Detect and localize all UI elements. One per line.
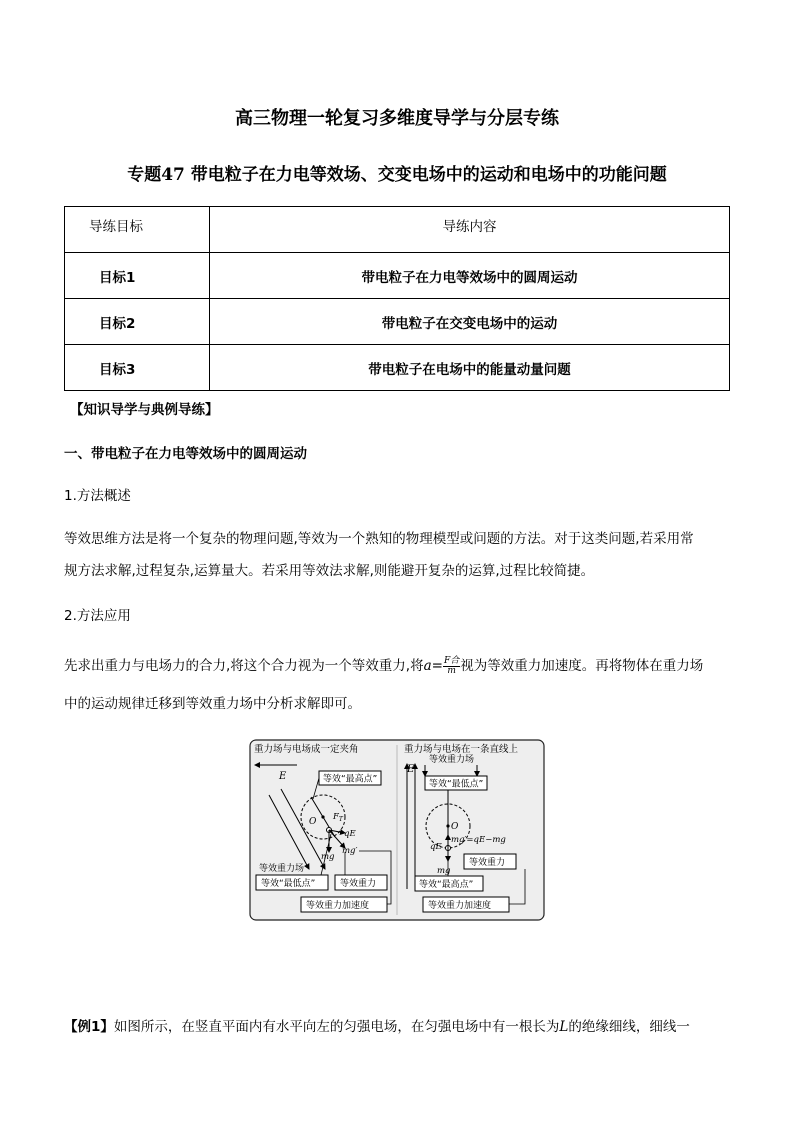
right-eq-field-label: 等效重力场 — [429, 755, 475, 765]
table-cell-target: 目标2 — [65, 299, 210, 345]
table-header-target: 导练目标 — [65, 207, 210, 253]
table-cell-content: 带电粒子在力电等效场中的圆周运动 — [210, 253, 730, 299]
right-mg-label: mg — [437, 866, 451, 876]
document-title: 高三物理一轮复习多维度导学与分层专练 — [235, 108, 559, 129]
left-eq-field-label: 等效重力场 — [259, 864, 305, 874]
right-o-label: O — [451, 822, 459, 832]
example-text: 如图所示，在竖直平面内有水平向左的匀强电场，在匀强电场中有一根长为 — [113, 1019, 560, 1035]
formula-denominator: m — [447, 665, 456, 676]
right-highest-label: 等效“最高点” — [419, 880, 474, 890]
paragraph-line: 等效思维方法是将一个复杂的物理问题,等效为一个熟知的物理模型或问题的方法。对于这类问题,若采用常 — [64, 531, 694, 547]
example-text-end: 的绝缘细线，细线一 — [568, 1019, 690, 1035]
document-subtitle: 专题47 带电粒子在力电等效场、交变电场中的运动和电场中的功能问题 — [127, 165, 667, 185]
left-mg-label: mg — [321, 852, 335, 862]
section-header: 【知识导学与典例导练】 — [70, 402, 219, 418]
section-title: 一、带电粒子在力电等效场中的圆周运动 — [64, 446, 307, 462]
example-label: 【例1】 — [64, 1019, 114, 1035]
right-lowest-label: 等效“最低点” — [429, 779, 484, 790]
left-lowest-label: 等效“最低点” — [261, 879, 316, 889]
subsection-method-overview: 1.方法概述 — [64, 488, 131, 504]
formula-lhs: a= — [423, 658, 443, 674]
subsection-method-application: 2.方法应用 — [64, 608, 131, 624]
left-panel-title: 重力场与电场成一定夹角 — [254, 744, 359, 755]
paragraph-line: 中的运动规律迁移到等效重力场中分析求解即可。 — [64, 696, 361, 712]
table-header-content: 导练内容 — [210, 207, 730, 253]
left-o-label: O — [309, 817, 317, 827]
right-mg-prime-label: mg′=qE−mg — [451, 835, 506, 845]
right-gravity-label: 等效重力 — [469, 858, 506, 868]
table-row — [65, 253, 730, 299]
table-cell-content: 带电粒子在交变电场中的运动 — [210, 299, 730, 345]
example-variable: L — [559, 1019, 569, 1035]
paragraph-text: 先求出重力与电场力的合力,将这个合力视为一个等效重力,将 — [64, 658, 424, 674]
table-cell-target: 目标1 — [65, 253, 210, 299]
right-qe-label: qE — [430, 842, 442, 852]
left-ft-sub: T — [338, 816, 343, 823]
goals-table — [64, 206, 730, 391]
left-qe-label: qE — [344, 829, 356, 839]
paragraph-line: 规方法求解,过程复杂,运算量大。若采用等效法求解,则能避开复杂的运算,过程比较简捷。 — [64, 563, 595, 579]
left-ft-main: F — [333, 812, 339, 822]
left-mg-prime-label: mg′ — [342, 846, 358, 856]
right-center-point — [446, 824, 449, 827]
equivalent-gravity-field-figure — [249, 739, 545, 921]
left-e-label: E — [279, 771, 287, 782]
table-cell-content: 带电粒子在电场中的能量动量问题 — [210, 345, 730, 391]
formula-fraction — [443, 657, 460, 676]
table-header-row — [65, 207, 730, 253]
table-row — [65, 299, 730, 345]
table-row — [65, 345, 730, 391]
left-accel-label: 等效重力加速度 — [306, 901, 370, 911]
right-accel-label: 等效重力加速度 — [428, 901, 492, 911]
right-panel-title: 重力场与电场在一条直线上 — [404, 744, 519, 755]
table-cell-target: 目标3 — [65, 345, 210, 391]
paragraph-text: 视为等效重力加速度。再将物体在重力场 — [460, 658, 704, 674]
left-center-point — [321, 815, 324, 818]
left-gravity-label: 等效重力 — [340, 879, 377, 889]
example-1 — [64, 1013, 690, 1041]
paragraph-line-with-formula — [64, 652, 703, 680]
right-e-label: E — [407, 764, 415, 775]
formula-numerator: F合 — [443, 655, 460, 666]
left-highest-label: 等效“最高点” — [323, 774, 378, 785]
